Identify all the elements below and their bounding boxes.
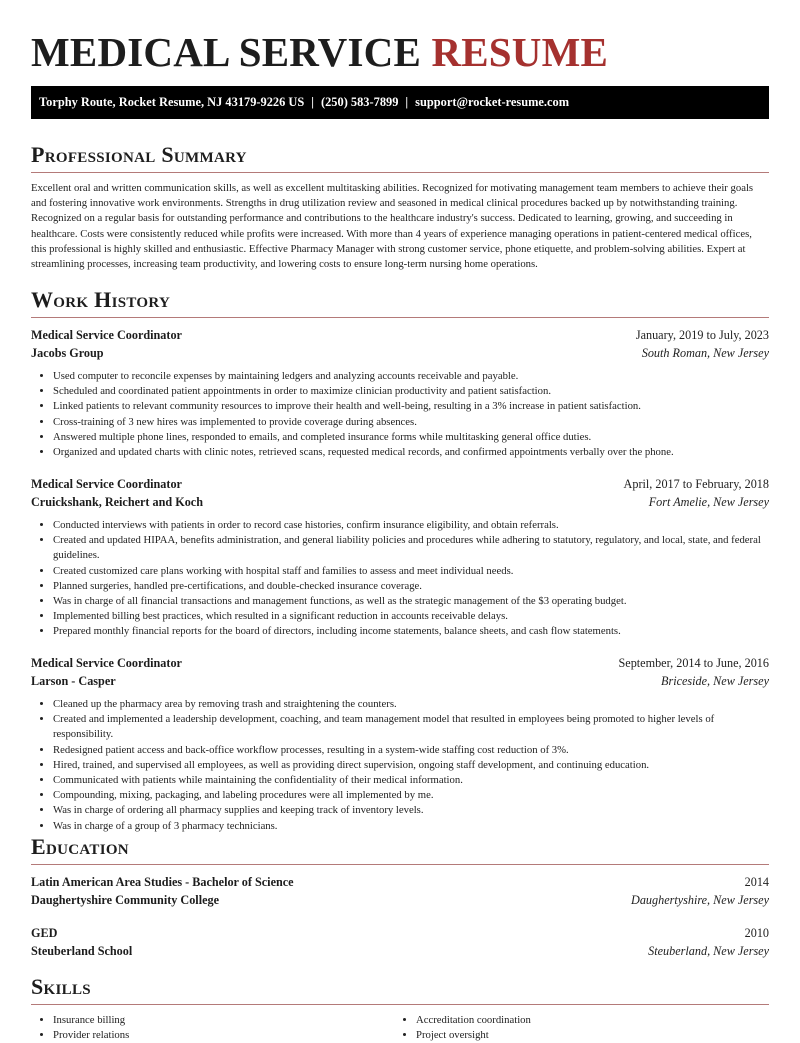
skills-list <box>31 1013 769 1042</box>
skills-column-right <box>394 1013 757 1042</box>
job-title: Medical Service Coordinator <box>31 477 182 491</box>
job-bullets <box>31 369 769 460</box>
job-location: South Roman, New Jersey <box>641 346 769 360</box>
job-title: Medical Service Coordinator <box>31 328 182 342</box>
list-item: • Project oversight <box>416 1028 757 1043</box>
contact-separator: | <box>405 95 409 109</box>
list-item: • Organized and updated charts with clinic notes, retrieved scans, requested medical records, and confirmed appointments verbally over the phone. <box>53 445 769 460</box>
resume-title-accent: RESUME <box>431 29 609 75</box>
skills-column-left <box>31 1013 394 1042</box>
contact-address: Torphy Route, Rocket Resume, NJ 43179-9226 US <box>39 95 305 109</box>
education-heading: Education <box>31 834 129 859</box>
education-header-row <box>31 924 769 942</box>
list-item: • Provider relations <box>53 1028 394 1043</box>
education-degree: Latin American Area Studies - Bachelor of Science <box>31 875 294 889</box>
contact-phone[interactable]: (250) 583-7899 <box>320 95 399 109</box>
summary-heading: Professional Summary <box>31 142 247 167</box>
education-school: Steuberland School <box>31 944 133 958</box>
job-dates: April, 2017 to February, 2018 <box>623 477 769 491</box>
list-item: • Created and implemented a leadership development, coaching, and team management model that resulted in employees being promoted to higher levels of responsibility. <box>53 712 769 742</box>
section-divider <box>31 172 769 173</box>
education-school-row <box>31 891 769 909</box>
list-item: • Planned surgeries, handled pre-certifications, and double-checked insurance coverage. <box>53 579 769 594</box>
section-divider <box>31 1004 769 1005</box>
job-location: Fort Amelie, New Jersey <box>648 495 769 509</box>
list-item: • Cross-training of 3 new hires was implemented to provide coverage during absences. <box>53 415 769 430</box>
job-company: Larson - Casper <box>31 674 116 688</box>
job-company-row <box>31 493 769 511</box>
resume-title-main: MEDICAL SERVICE <box>31 29 421 75</box>
list-item: • Was in charge of all financial transactions and management functions, as well as the strategic management of the $3 operating budget. <box>53 594 769 609</box>
list-item: • Implemented billing best practices, which resulted in a significant reduction in accounts receivable delays. <box>53 609 769 624</box>
list-item: • Prepared monthly financial reports for the board of directors, including income statements, balance sheets, and cash flow statements. <box>53 624 769 639</box>
work-history-heading: Work History <box>31 287 171 312</box>
list-item: • Was in charge of a group of 3 pharmacy technicians. <box>53 819 769 834</box>
list-item: • Compounding, mixing, packaging, and labeling procedures were all implemented by me. <box>53 788 769 803</box>
job-bullets <box>31 518 769 640</box>
list-item: • Linked patients to relevant community resources to improve their health and well-being, resulting in a 3% increase in patient satisfaction. <box>53 399 769 414</box>
section-divider <box>31 864 769 865</box>
list-item: • Scheduled and coordinated patient appointments in order to maximize clinician productivity and patient satisfaction. <box>53 384 769 399</box>
education-year: 2014 <box>744 875 769 889</box>
education-school-row <box>31 942 769 960</box>
list-item: • Cleaned up the pharmacy area by removing trash and straightening the counters. <box>53 697 769 712</box>
list-item: • Used computer to reconcile expenses by maintaining ledgers and analyzing accounts receivable and payable. <box>53 369 769 384</box>
list-item: • Communicated with patients while maintaining the confidentiality of their medical information. <box>53 773 769 788</box>
contact-separator: | <box>311 95 314 109</box>
job-header-row <box>31 475 769 493</box>
job-location: Briceside, New Jersey <box>661 674 769 688</box>
education-location: Daughertyshire, New Jersey <box>631 893 769 907</box>
list-item: • Redesigned patient access and back-office workflow processes, resulting in a system-wide staffing cost reduction of 3%. <box>53 743 769 758</box>
education-header-row <box>31 873 769 891</box>
education-location: Steuberland, New Jersey <box>648 944 769 958</box>
list-item: • Answered multiple phone lines, responded to emails, and completed insurance forms while multitasking general office duties. <box>53 430 769 445</box>
education-school: Daughertyshire Community College <box>31 893 219 907</box>
list-item: • Conducted interviews with patients in order to record case histories, confirm insurance eligibility, and obtain referrals. <box>53 518 769 533</box>
job-company-row <box>31 344 769 362</box>
section-divider <box>31 317 769 318</box>
list-item: • Hired, trained, and supervised all employees, as well as providing direct supervision, ongoing staff development, and continuing education. <box>53 758 769 773</box>
job-title: Medical Service Coordinator <box>31 656 182 670</box>
job-company-row <box>31 672 769 690</box>
list-item: • Accreditation coordination <box>416 1013 757 1028</box>
job-dates: September, 2014 to June, 2016 <box>618 656 769 670</box>
job-company: Cruickshank, Reichert and Koch <box>31 495 203 509</box>
job-company: Jacobs Group <box>31 346 104 360</box>
list-item: • Created and updated HIPAA, benefits administration, and general liability policies and procedures while adhering to statutory, regulatory, and local, state, and federal guidelines. <box>53 533 769 563</box>
education-year: 2010 <box>744 926 769 940</box>
job-header-row <box>31 654 769 672</box>
list-item: • Was in charge of ordering all pharmacy supplies and keeping track of inventory levels. <box>53 803 769 818</box>
contact-bar <box>31 86 769 119</box>
education-degree: GED <box>31 926 58 940</box>
contact-email[interactable]: support@rocket-resume.com <box>415 95 570 109</box>
resume-title <box>31 28 608 76</box>
job-header-row <box>31 326 769 344</box>
list-item: • Insurance billing <box>53 1013 394 1028</box>
job-bullets <box>31 697 769 834</box>
job-dates: January, 2019 to July, 2023 <box>635 328 769 342</box>
summary-text: Excellent oral and written communication skills, as well as excellent multitasking abilities. Recognized for motivating management team members to achieve their goals and fostering innovative work environments. Strengths in drug utilization review and seasoned in medical clinical procedures backed up by notwithstanding training. Recognized on a regular basis for outstanding performance and contributions to the healthcare industry's success. Dedicated to learning, growing, and succeeding in healthcare. Costs were consistently reduced while profits were increased. With more than 4 years of experience managing operations in patient-centered medical offices, this professional is highly skilled and enthusiastic. Effective Pharmacy Manager with strong customer service, phone etiquette, and problem-solving abilities. Expert at streamlining processes, increasing team productivity, and lowering costs to ensure long-term nursing home operations. <box>31 182 754 271</box>
list-item: • Created customized care plans working with hospital staff and families to assess and meet individual needs. <box>53 564 769 579</box>
skills-heading: Skills <box>31 974 91 999</box>
